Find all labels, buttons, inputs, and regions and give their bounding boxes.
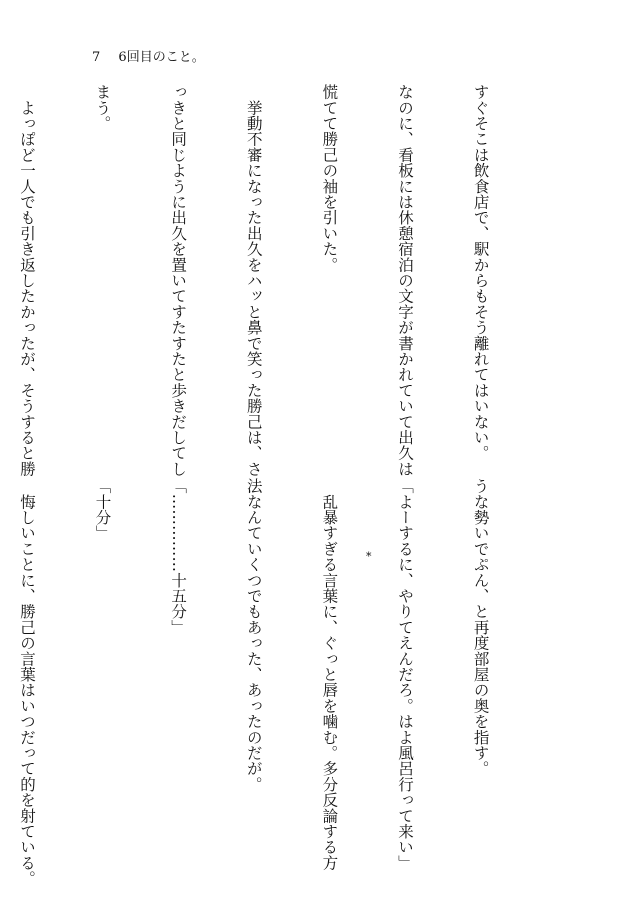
text-line: なのに、看板には休憩宿泊の文字が書かれていて出久は bbox=[395, 84, 414, 477]
text-line: 挙動不審になった出久をハッと鼻で笑った勝己は、さ bbox=[244, 84, 263, 477]
text-line: まう。 bbox=[93, 84, 112, 132]
text-line: すぐそこは飲食店で、駅からもそう離れてはいない。 bbox=[471, 84, 490, 461]
text-line: 「……………十五分」 bbox=[169, 478, 188, 635]
page-number: 7 bbox=[92, 50, 101, 65]
text-line: 「よーするに、やりてえんだろ。はよ風呂行って来い」 bbox=[395, 478, 414, 871]
upper-text-block bbox=[0, 84, 543, 477]
running-header bbox=[92, 46, 205, 65]
text-line: 法なんていくつでもあった、あったのだが。 bbox=[244, 478, 263, 792]
text-line: っきと同じように出久を置いてすたすたと歩きだしてし bbox=[169, 84, 188, 477]
text-line: うな勢いでぷん、と再度部屋の奥を指す。 bbox=[471, 478, 490, 777]
text-line: 乱暴すぎる言葉に、ぐっと唇を噛む。多分反論する方 bbox=[320, 478, 339, 871]
text-line: 悔しいことに、勝己の言葉はいつだって的を射ている。 bbox=[17, 478, 36, 887]
scene-break-mark: * bbox=[366, 550, 372, 563]
text-line: よっぽど一人でも引き返したかったが、そうすると勝 bbox=[17, 84, 36, 477]
text-line: 「十分」 bbox=[93, 478, 112, 541]
text-line: 慌てて勝己の袖を引いた。 bbox=[320, 84, 339, 273]
lower-text-block bbox=[0, 478, 543, 887]
chapter-title: 6回目のこと。 bbox=[118, 50, 205, 65]
